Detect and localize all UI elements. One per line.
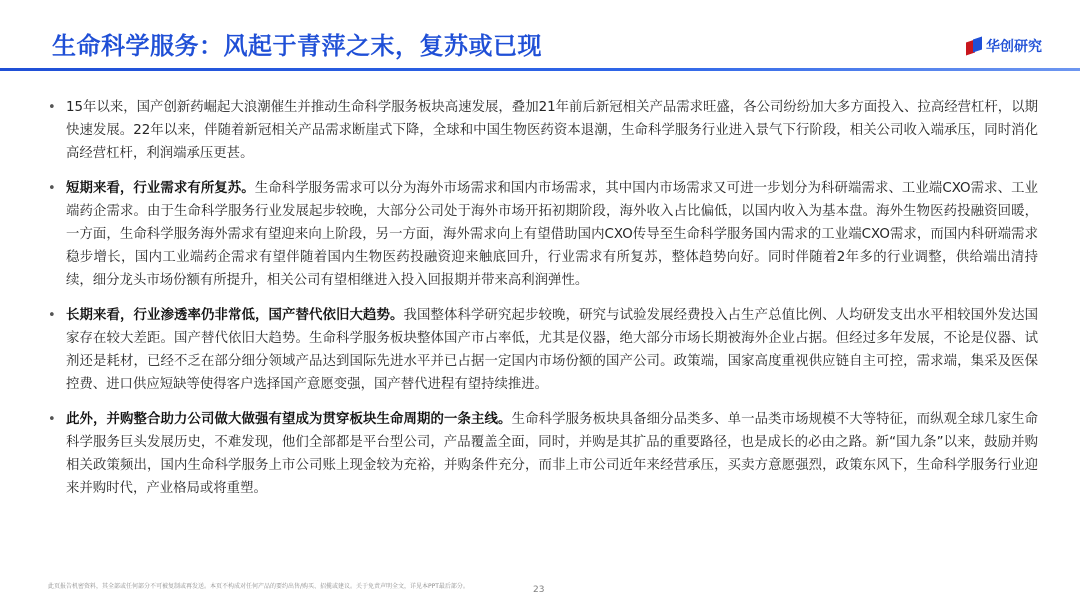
bullet-dot-icon: • [48,308,56,323]
paragraph-lead: 短期来看，行业需求有所复苏。 [66,181,255,196]
page-number: 23 [533,585,545,595]
page-title: 生命科学服务：风起于青萍之末，复苏或已现 [52,32,542,60]
title-divider [0,68,1080,71]
bullet-dot-icon: • [48,181,56,196]
paragraph-text: 我国整体科学研究起步较晚，研究与试验发展经费投入占生产总值比例、人均研发支出水平相较国外发达国家存在较大差距。国产替代依旧大趋势。生命科学服务板块整体国产市占率低，尤其是仪器，绝大部分市场长期被海外企业占据。但经过多年发展，不论是仪器、试剂还是耗材，已经不乏在部分细分领域产品达到国际先进水平并已占据一定国内市场份额的国产公司。政策端，国家高度重视供应链自主可控，需求端，集采及医保控费、进口供应短缺等使得客户选择国产意愿变强，国产替代进程有望持续推进。 [66,308,1039,392]
logo-text: 华创研究 [986,39,1042,55]
paragraph-lead: 长期来看，行业渗透率仍非常低，国产替代依旧大趋势。 [66,308,404,323]
paragraph-text: 15年以来，国产创新药崛起大浪潮催生并推动生命科学服务板块高速发展，叠加21年前后新冠相关产品需求旺盛，各公司纷纷加大多方面投入、拉高经营杠杆，以期快速发展。22年以来，伴随着新冠相关产品需求断崖式下降，全球和中国生物医药资本退潮，生命科学服务行业进入景气下行阶段，相关公司收入端承压，同时消化高经营杠杆，利润端承压更甚。 [66,100,1038,161]
logo-mark-icon [966,38,982,54]
paragraph-text: 生命科学服务板块具备细分品类多、单一品类市场规模不大等特征，而纵观全球几家生命科学服务巨头发展历史，不难发现，他们全部都是平台型公司，产品覆盖全面，同时，并购是其扩品的重要路径，也是成长的必由之路。新“国九条”以来，鼓励并购相关政策频出，国内生命科学服务上市公司账上现金较为充裕，并购条件充分，而非上市公司近年来经营承压，买卖方意愿强烈，政策东风下，生命科学服务行业迎来并购时代，产业格局或将重塑。 [66,412,1039,496]
bullet-dot-icon: • [48,412,56,427]
bullet-paragraph-3 [48,304,1038,396]
bullet-paragraph-2 [48,177,1038,292]
bullet-paragraph-4 [48,408,1038,500]
bullet-list [48,96,1038,512]
footer-disclaimer: 此页报告机密资料，其全部或任何部分不可被复制或再发送。本页不构成对任何产品的要约出售/购买、招揽或建议。关于免责声明全文，详见本PPT最后部分。 [48,583,469,590]
bullet-dot-icon: • [48,100,56,115]
paragraph-lead: 此外，并购整合助力公司做大做强有望成为贯穿板块生命周期的一条主线。 [66,412,512,427]
bullet-paragraph-1 [48,96,1038,165]
paragraph-text: 生命科学服务需求可以分为海外市场需求和国内市场需求，其中国内市场需求又可进一步划分为科研端需求、工业端CXO需求、工业端药企需求。由于生命科学服务行业发展起步较晚，大部分公司处于海外市场开拓初期阶段，海外收入占比偏低，以国内收入为基本盘。海外生物医药投融资回暖，一方面，生命科学服务海外需求有望迎来向上阶段，另一方面，海外需求向上有望借助国内CXO传导至生命科学服务国内需求的工业端CXO需求，而国内科研端需求稳步增长，国内工业端药企需求有望伴随着国内生物医药投融资迎来触底回升，行业需求有所复苏，整体趋势向好。同时伴随着2年多的行业调整，供给端出清持续，细分龙头市场份额有所提升，相关公司有望相继进入投入回报期并带来高利润弹性。 [66,181,1039,288]
brand-logo [966,36,1042,56]
